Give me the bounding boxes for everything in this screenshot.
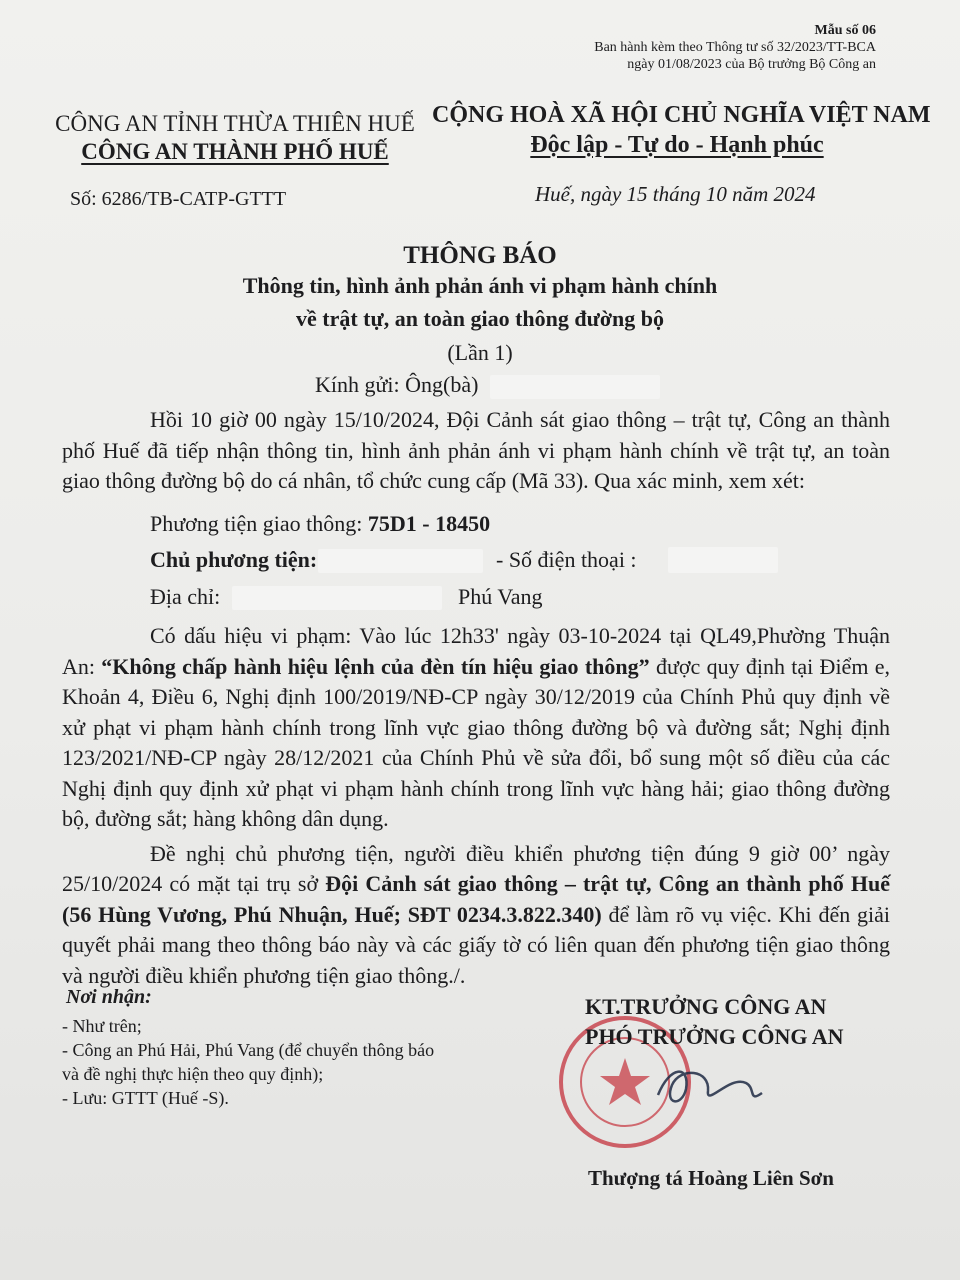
redacted-address xyxy=(232,586,442,610)
phone-label: - Số điện thoại : xyxy=(496,547,637,572)
parent-agency: CÔNG AN TỈNH THỪA THIÊN HUẾ xyxy=(55,111,415,136)
recipient-item: - Lưu: GTTT (Huế -S). xyxy=(62,1088,229,1108)
signer-name: Thượng tá Hoàng Liên Sơn xyxy=(588,1166,834,1190)
form-number: Mẫu số 06 xyxy=(814,23,876,38)
recipient-item: - Công an Phú Hải, Phú Vang (để chuyển thông báo xyxy=(62,1040,435,1060)
vehicle-row xyxy=(62,509,890,540)
notice-body xyxy=(62,405,890,991)
recipient-item: - Như trên; xyxy=(62,1016,142,1036)
document-subtitle-2: về trật tự, an toàn giao thông đường bộ xyxy=(295,306,664,331)
address-row xyxy=(62,582,890,613)
violation-description: “Không chấp hành hiệu lệnh của đèn tín hiệu giao thông” xyxy=(101,653,650,679)
vehicle-plate: 75D1 - 18450 xyxy=(367,510,491,536)
nation-motto: Độc lập - Tự do - Hạnh phúc xyxy=(530,132,824,158)
vehicle-label: Phương tiện giao thông: xyxy=(150,510,363,536)
redacted-owner xyxy=(318,549,483,573)
address-value: Phú Vang xyxy=(458,584,543,609)
national-header xyxy=(432,100,931,160)
recipient-label: Kính gửi: Ông(bà) xyxy=(315,372,479,397)
form-reference-line2: ngày 01/08/2023 của Bộ trưởng Bộ Công an xyxy=(627,57,876,72)
redacted-recipient xyxy=(490,375,660,399)
redacted-phone xyxy=(668,547,778,573)
issue-number: (Lần 1) xyxy=(447,340,513,365)
nation-name: CỘNG HOÀ XÃ HỘI CHỦ NGHĨA VIỆT NAM xyxy=(432,102,931,128)
recipient-item: và đề nghị thực hiện theo quy định); xyxy=(62,1064,324,1084)
paragraph-intake: Hồi 10 giờ 00 ngày 15/10/2024, Đội Cảnh sát giao thông – trật tự, Công an thành phố Huế đã tiếp nhận thông tin, hình ảnh phản ánh vi phạm hành chính về trật tự, an toàn giao thông đường bộ do cá nhân, tổ chức cung cấp (Mã 33). Qua xác minh, xem xét: xyxy=(62,407,890,493)
agency-name: CÔNG AN THÀNH PHỐ HUẾ xyxy=(81,139,389,164)
recipients-title: Nơi nhận: xyxy=(66,986,152,1008)
signature-title-2: PHÓ TRƯỞNG CÔNG AN xyxy=(585,1024,844,1049)
date-place: Huế, ngày 15 tháng 10 năm 2024 xyxy=(535,182,816,206)
address-label: Địa chỉ: xyxy=(150,584,221,609)
summons-intro: Đề nghị chủ phương tiện, người điều khiển phương tiện đúng 9 giờ 00’ ngày 25/10/2024 có mặt tại trụ sở xyxy=(62,840,890,896)
paragraph-summons xyxy=(62,839,890,992)
violation-legal-basis: được quy định tại Điểm e, Khoản 4, Điều 6, Nghị định 100/2019/NĐ-CP ngày 30/12/2019 của Chính Phủ quy định về xử phạt vi phạm hành chính trong lĩnh vực giao thông đường bộ và đường sắt; Nghị định 123/2021/NĐ-CP ngày 28/12/2021 của Chính Phủ về sửa đổi, bổ sung một số điều của các Nghị định quy định xử phạt vi phạm hành chính trong lĩnh vực hàng hải; giao thông đường bộ, đường sắt; hàng không dân dụng. xyxy=(62,653,890,831)
document-number: Số: 6286/TB-CATP-GTTT xyxy=(70,188,287,210)
signature-title-1: KT.TRƯỞNG CÔNG AN xyxy=(585,994,827,1019)
handwritten-signature xyxy=(650,1055,770,1115)
recipients-list xyxy=(62,1014,522,1110)
document-title: THÔNG BÁO xyxy=(403,242,557,269)
paragraph-violation xyxy=(62,621,890,835)
violation-intro: Có dấu hiệu vi phạm: Vào lúc 12h33' ngày 03-10-2024 tại QL49,Phường Thuận An: xyxy=(62,623,890,679)
recipient-line xyxy=(315,372,660,399)
agency-header xyxy=(40,110,430,166)
owner-row xyxy=(62,545,890,576)
summons-office: Đội Cảnh sát giao thông – trật tự, Công an thành phố Huế (56 Hùng Vương, Phú Nhuận, Huế; SĐT 0234.3.822.340) xyxy=(62,871,891,927)
summons-instructions: để làm rõ vụ việc. Khi đến giải quyết phải mang theo thông báo này và các giấy tờ có liên quan đến phương tiện giao thông và người điều khiển phương tiện giao thông./. xyxy=(62,901,891,988)
document-subtitle-1: Thông tin, hình ảnh phản ánh vi phạm hành chính xyxy=(242,273,718,298)
form-reference-line1: Ban hành kèm theo Thông tư số 32/2023/TT-BCA xyxy=(594,40,876,55)
form-reference xyxy=(536,22,876,73)
owner-label: Chủ phương tiện: xyxy=(150,547,318,572)
